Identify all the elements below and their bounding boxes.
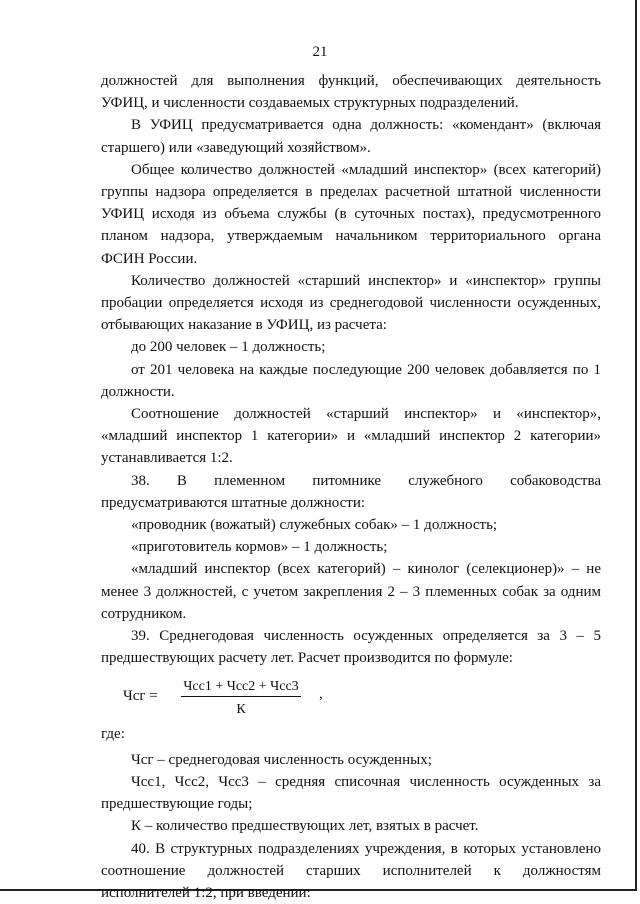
paragraph: Количество должностей «старший инспектор» и «инспектор» группы пробации определяется исходя из среднегодовой численности осужденных, отбывающих наказание в УФИЦ, из расчета: (101, 270, 601, 337)
paragraph: «проводник (вожатый) служебных собак» – 1 должность; (101, 514, 601, 536)
page-number: 21 (0, 44, 640, 61)
paragraph: от 201 человека на каждые последующие 200 человек добавляется по 1 должности. (101, 359, 601, 403)
formula-denominator: К (166, 699, 316, 721)
paragraph: Чсг – среднегодовая численность осужденных; (101, 749, 601, 771)
formula-lhs: Чсг = (123, 685, 158, 707)
formula-fraction (166, 675, 316, 720)
document-body (101, 70, 601, 904)
formula-numerator: Чсс1 + Чсс2 + Чсс3 (181, 679, 300, 697)
paragraph: 38. В племенном питомнике служебного собаководства предусматриваются штатные должности: (101, 470, 601, 514)
paragraph: «приготовитель кормов» – 1 должность; (101, 536, 601, 558)
paragraph: 39. Среднегодовая численность осужденных определяется за 3 – 5 предшествующих расчету лет. Расчет производится по формуле: (101, 625, 601, 669)
paragraph: В УФИЦ предусматривается одна должность: «комендант» (включая старшего) или «заведующий хозяйством». (101, 114, 601, 158)
paragraph: «младший инспектор (всех категорий) – кинолог (селекционер)» – не менее 3 должностей, с учетом закрепления 2 – 3 племенных собак за одним сотрудником. (101, 558, 601, 625)
formula (101, 675, 601, 719)
paragraph: К – количество предшествующих лет, взятых в расчет. (101, 815, 601, 837)
paragraph: 40. В структурных подразделениях учреждения, в которых установлено соотношение должностей старших исполнителей к должностям исполнителей 1:2, при введении: (101, 838, 601, 904)
paragraph: Общее количество должностей «младший инспектор» (всех категорий) группы надзора определяется в пределах расчетной штатной численности УФИЦ исходя из объема службы (в суточных постах), предусмотренного планом надзора, утверждаемым начальником территориального органа ФСИН России. (101, 159, 601, 270)
paragraph: до 200 человек – 1 должность; (101, 336, 601, 358)
paragraph: должностей для выполнения функций, обеспечивающих деятельность УФИЦ, и численности создаваемых структурных подразделений. (101, 70, 601, 114)
formula-comma: , (319, 683, 323, 705)
paragraph: Чсс1, Чсс2, Чсс3 – средняя списочная численность осужденных за предшествующие годы; (101, 771, 601, 815)
paragraph-where: где: (101, 723, 601, 745)
paragraph: Соотношение должностей «старший инспектор» и «инспектор», «младший инспектор 1 категории» и «младший инспектор 2 категории» устанавливается 1:2. (101, 403, 601, 470)
